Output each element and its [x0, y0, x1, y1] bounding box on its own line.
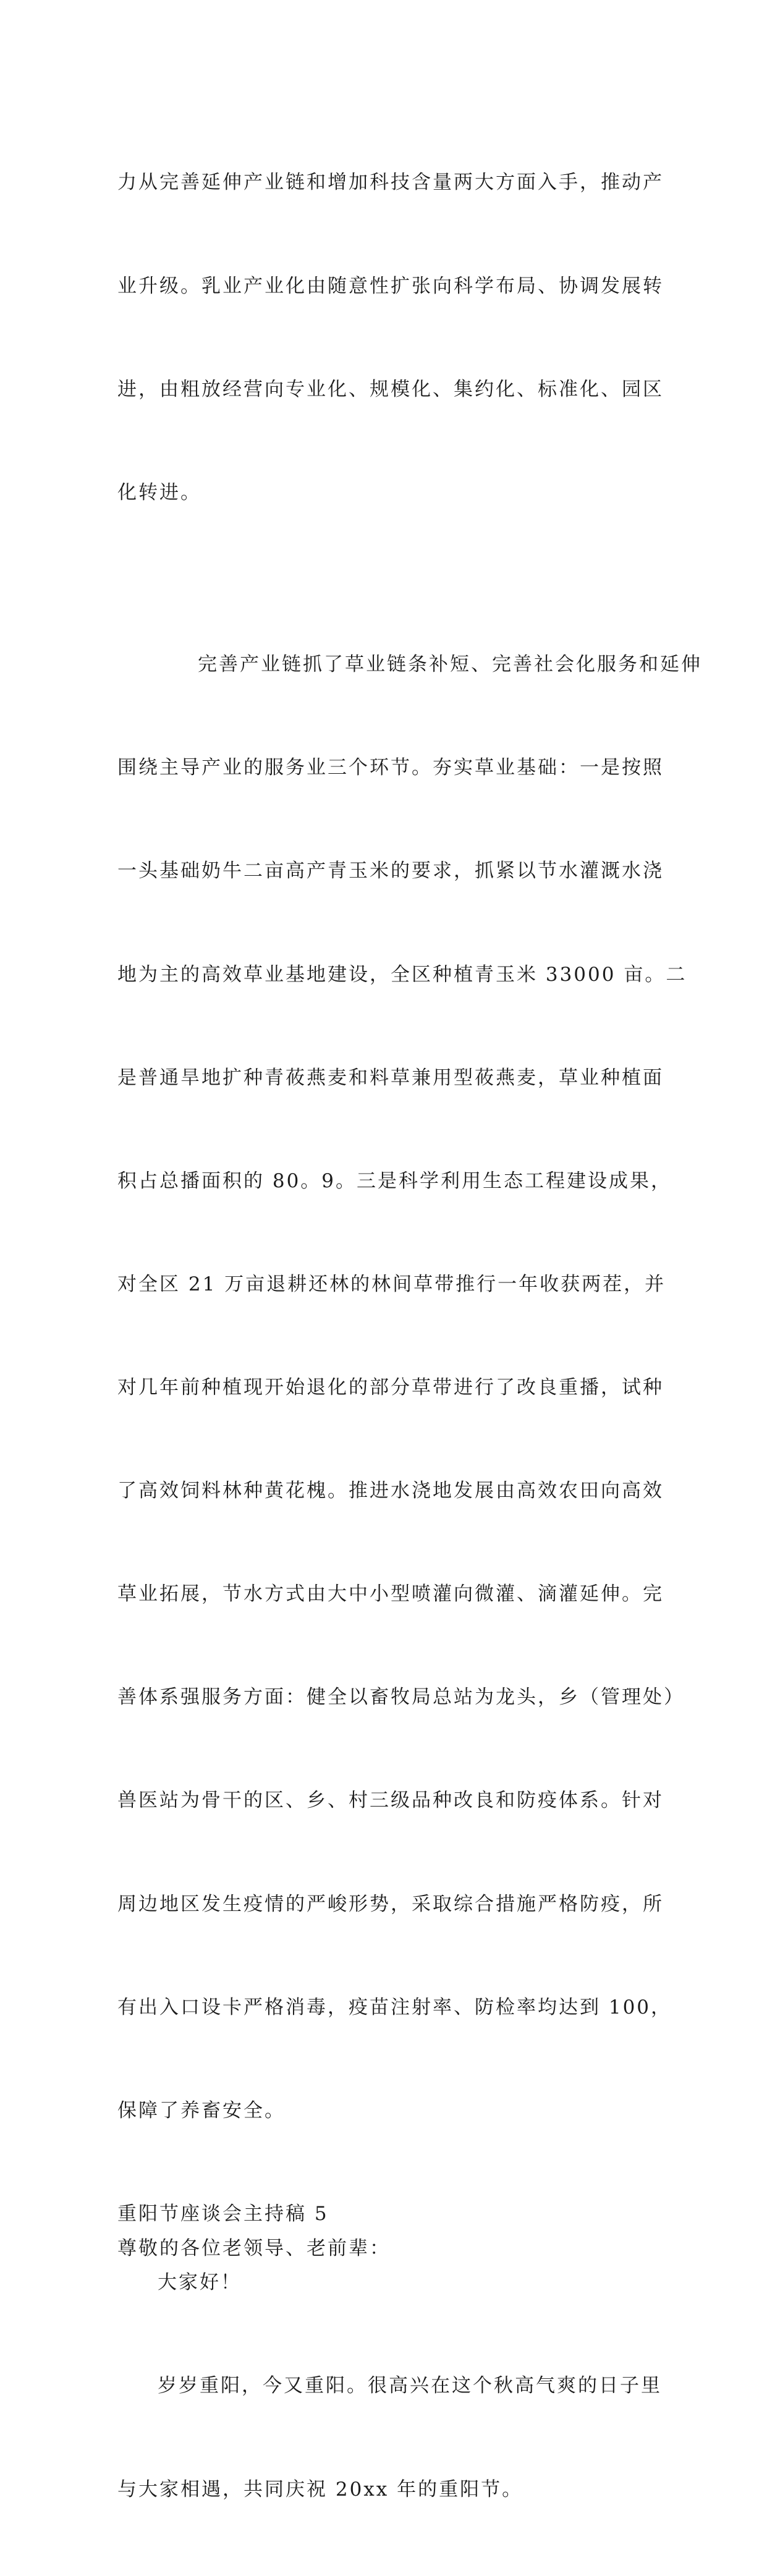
- text-line: 进，由粗放经营向专业化、规模化、集约化、标准化、园区: [117, 378, 664, 400]
- salutation: 尊敬的各位老领导、老前辈：: [117, 2237, 391, 2260]
- text-line: 一头基础奶牛二亩高产青玉米的要求，抓紧以节水灌溉水浇: [117, 860, 664, 883]
- greeting: 大家好！: [158, 2271, 242, 2294]
- text-line: 对几年前种植现开始退化的部分草带进行了改良重播，试种: [117, 1376, 664, 1399]
- text-line: 力从完善延伸产业链和增加科技含量两大方面入手，推动产: [117, 171, 664, 194]
- text-line: 对全区 21 万亩退耕还林的林间草带推行一年收获两茬，并: [117, 1273, 666, 1295]
- text-line: 与大家相遇，共同庆祝 20xx 年的重阳节。: [117, 2478, 523, 2501]
- text-line: 保障了养畜安全。: [117, 2099, 286, 2122]
- paragraph-double-ninth: [117, 2300, 662, 2576]
- text-line: 了高效饲料林种黄花槐。推进水浇地发展由高效农田向高效: [117, 1480, 664, 1502]
- section-heading: 重阳节座谈会主持稿 5: [117, 2202, 329, 2225]
- text-line: 化转进。: [117, 481, 201, 504]
- text-line: 完善产业链抓了草业链条补短、完善社会化服务和延伸: [198, 653, 702, 676]
- text-line: 业升级。乳业产业化由随意性扩张向科学布局、协调发展转: [117, 274, 664, 297]
- text-line: 善体系强服务方面：健全以畜牧局总站为龙头，乡（管理处）: [117, 1686, 685, 1709]
- text-line: 围绕主导产业的服务业三个环节。夯实草业基础：一是按照: [117, 756, 664, 779]
- paragraph-product-upgrade: [117, 97, 664, 579]
- paragraph-industry-chain: [117, 579, 702, 2197]
- text-line: 岁岁重阳，今又重阳。很高兴在这个秋高气爽的日子里: [158, 2375, 662, 2397]
- text-line: 地为主的高效草业基地建设，全区种植青玉米 33000 亩。二: [117, 963, 687, 986]
- text-line: 兽医站为骨干的区、乡、村三级品种改良和防疫体系。针对: [117, 1789, 664, 1812]
- text-line: 草业拓展，节水方式由大中小型喷灌向微灌、滴灌延伸。完: [117, 1583, 664, 1606]
- text-line: 积占总播面积的 80。9。三是科学利用生态工程建设成果，: [117, 1169, 672, 1192]
- document-body: [117, 97, 702, 2576]
- text-line: 是普通旱地扩种青莜燕麦和料草兼用型莜燕麦，草业种植面: [117, 1066, 664, 1089]
- text-line: 有出入口设卡严格消毒，疫苗注射率、防检率均达到 100，: [117, 1996, 672, 2019]
- text-line: 周边地区发生疫情的严峻形势，采取综合措施严格防疫，所: [117, 1892, 664, 1915]
